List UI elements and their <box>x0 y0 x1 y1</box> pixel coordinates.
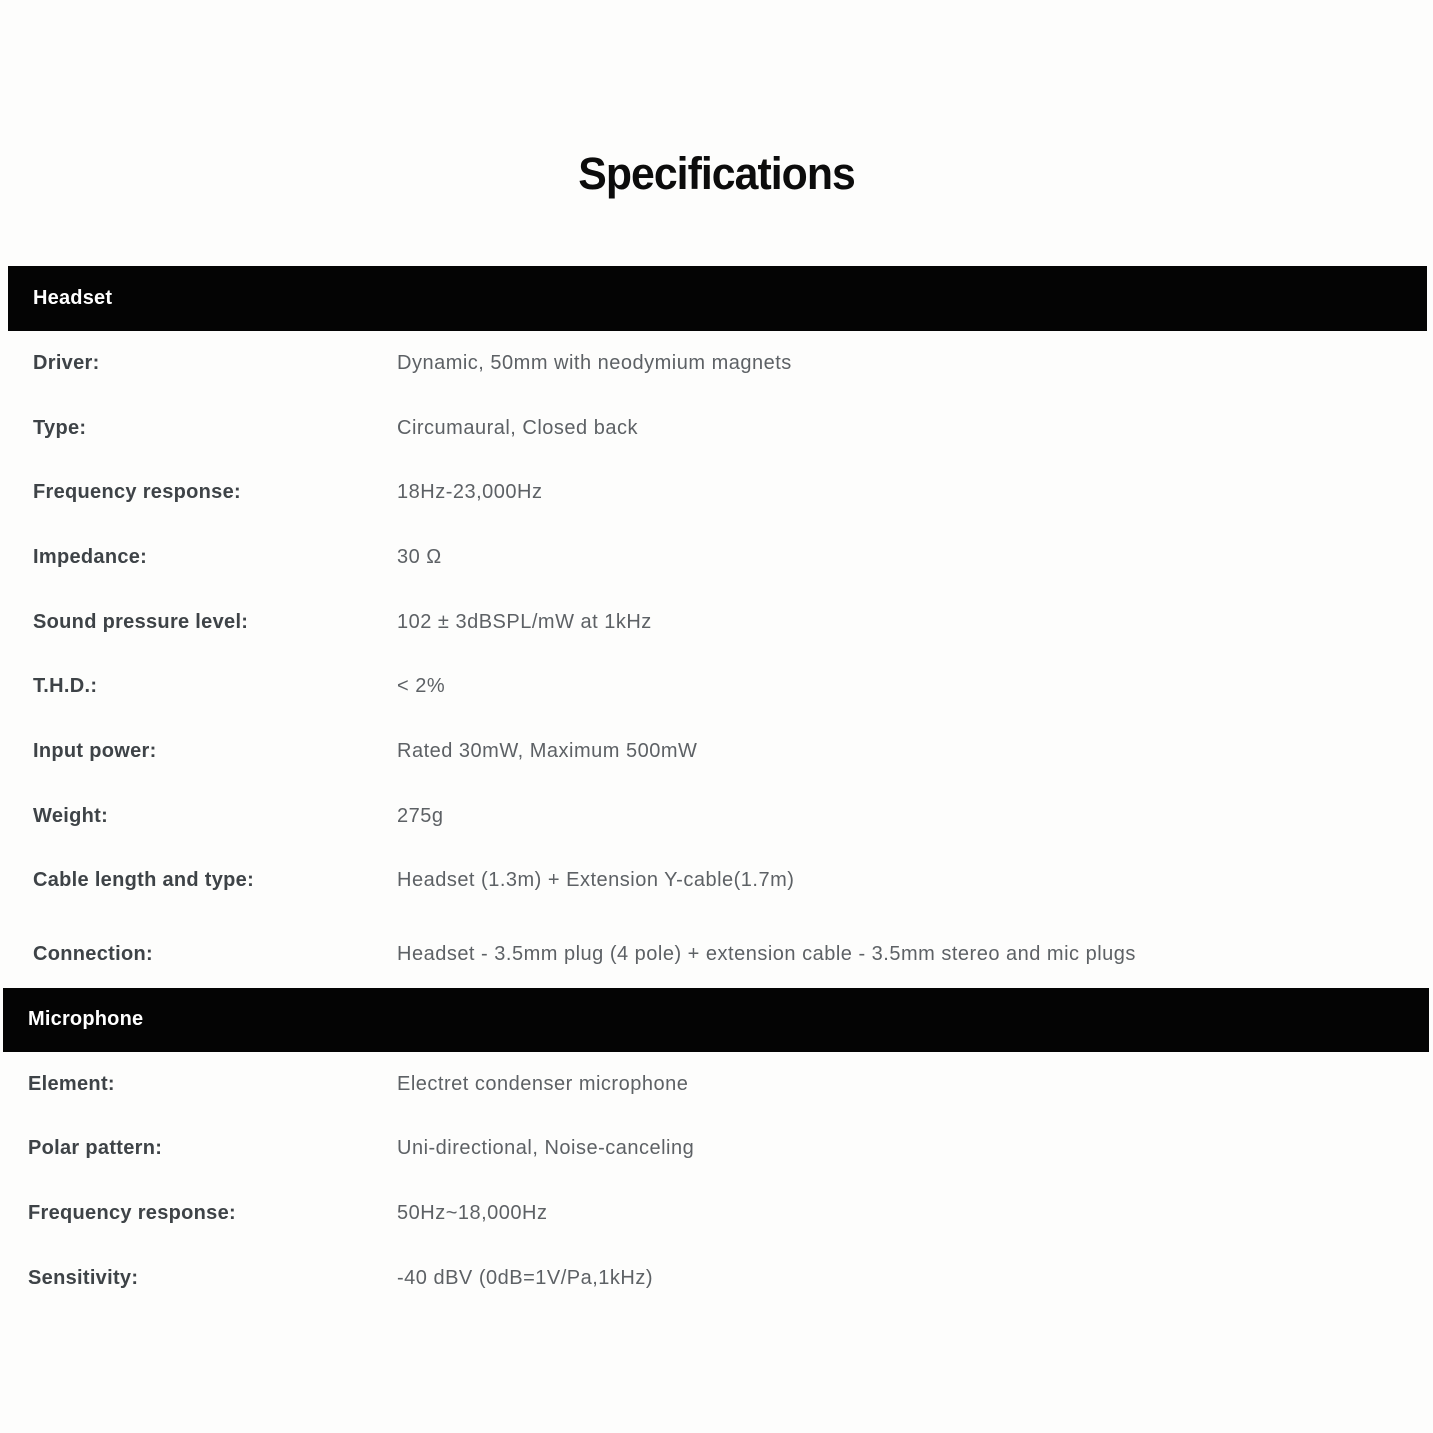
spec-value: 18Hz-23,000Hz <box>397 481 543 504</box>
spec-value: Headset - 3.5mm plug (4 pole) + extension cable - 3.5mm stereo and mic plugs <box>397 943 1136 966</box>
spec-row <box>3 1052 1429 1117</box>
spec-label: Sensitivity: <box>28 1266 139 1289</box>
spec-label: Connection: <box>33 943 153 966</box>
spec-section-microphone <box>3 988 1429 1311</box>
spec-label: Weight: <box>33 804 109 827</box>
spec-value: Dynamic, 50mm with neodymium magnets <box>397 351 792 374</box>
spec-label: Frequency response: <box>28 1202 236 1225</box>
spec-label: Impedance: <box>33 545 148 568</box>
section-header: Microphone <box>3 988 1429 1052</box>
spec-value: 275g <box>397 804 444 827</box>
spec-value: Circumaural, Closed back <box>397 416 638 439</box>
spec-value: Uni-directional, Noise-canceling <box>397 1137 695 1160</box>
spec-label: Driver: <box>33 351 100 374</box>
spec-row <box>8 525 1427 590</box>
spec-row <box>8 719 1427 784</box>
spec-label: Frequency response: <box>33 481 241 504</box>
spec-value: Headset (1.3m) + Extension Y-cable(1.7m) <box>397 869 795 892</box>
spec-row <box>3 1117 1429 1182</box>
spec-row <box>8 331 1427 396</box>
spec-value: 30 Ω <box>397 545 442 568</box>
spec-label: Type: <box>33 416 87 439</box>
spec-row <box>8 921 1427 988</box>
spec-row <box>8 654 1427 719</box>
spec-value: 102 ± 3dBSPL/mW at 1kHz <box>397 610 652 633</box>
spec-row <box>8 849 1427 914</box>
spec-label: Polar pattern: <box>28 1137 163 1160</box>
spec-row <box>8 396 1427 461</box>
spec-section-headset <box>8 266 1427 988</box>
spec-value: -40 dBV (0dB=1V/Pa,1kHz) <box>397 1266 654 1289</box>
spec-row <box>8 460 1427 525</box>
spec-label: T.H.D.: <box>33 675 98 698</box>
spec-row <box>3 1246 1429 1311</box>
spec-sections <box>0 266 1433 1311</box>
spec-label: Cable length and type: <box>33 869 255 892</box>
spec-label: Input power: <box>33 739 157 762</box>
spec-value: Rated 30mW, Maximum 500mW <box>397 739 698 762</box>
spec-value: 50Hz~18,000Hz <box>397 1202 548 1225</box>
section-header: Headset <box>8 266 1427 331</box>
spec-row <box>3 1181 1429 1246</box>
spec-label: Sound pressure level: <box>33 610 249 633</box>
spec-value: Electret condenser microphone <box>397 1072 689 1095</box>
page-title-wrap <box>0 0 1433 266</box>
spec-value: < 2% <box>397 675 446 698</box>
spec-row <box>8 590 1427 655</box>
spec-label: Element: <box>28 1072 115 1095</box>
spec-row <box>8 784 1427 849</box>
page-title: Specifications <box>578 148 855 199</box>
